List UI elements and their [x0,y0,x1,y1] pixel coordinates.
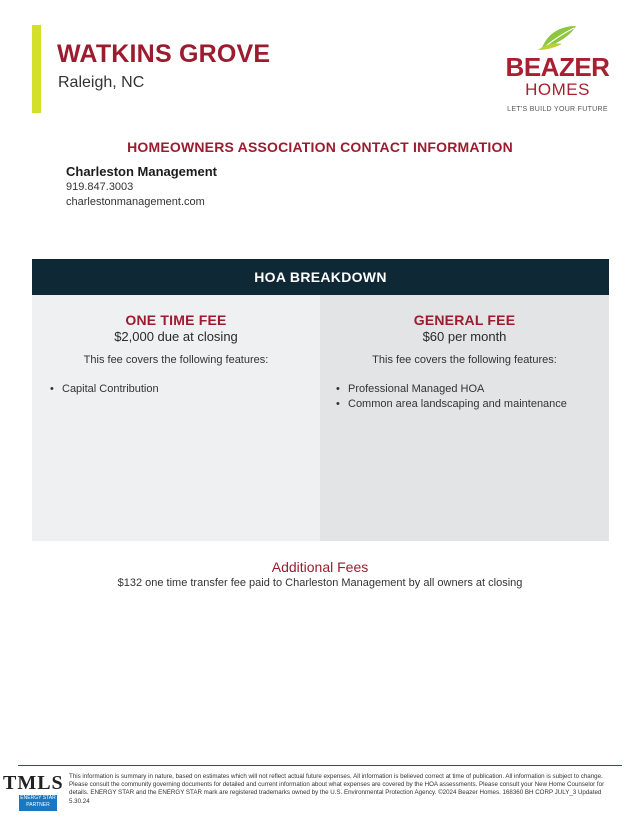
beazer-logo [500,22,615,117]
general-fee-amount: $60 per month [422,329,507,344]
one-time-fee-amount: $2,000 due at closing [114,329,238,344]
contact-company: Charleston Management [66,164,217,179]
general-fee-covers: This fee covers the following features: [372,354,557,366]
accent-bar [32,25,41,113]
community-name: WATKINS GROVE [57,40,271,68]
contact-phone: 919.847.3003 [66,181,134,193]
general-fee-panel [320,295,609,541]
one-time-fee-list [50,382,159,397]
hoa-breakdown-header: HOA BREAKDOWN [32,259,609,295]
logo-tagline: LET'S BUILD YOUR FUTURE [507,106,608,113]
community-location: Raleigh, NC [58,74,145,91]
leaf-icon [536,22,580,52]
additional-fees-title: Additional Fees [271,559,369,575]
contact-website: charlestonmanagement.com [66,196,205,208]
footer-divider [18,765,622,766]
one-time-fee-panel [32,295,320,541]
hoa-contact-heading: HOMEOWNERS ASSOCIATION CONTACT INFORMATION [127,139,513,155]
tmls-logo: TMLS [3,772,64,794]
logo-brand-line2: HOMES [525,80,590,99]
list-item: • Capital Contribution [50,382,159,397]
energy-star-logo: ENERGY STAR PARTNER [19,795,57,811]
general-fee-list [336,382,567,412]
additional-fees-text: $132 one time transfer fee paid to Charleston Management by all owners at closing [117,577,523,589]
general-fee-title: GENERAL FEE [413,312,516,328]
one-time-fee-covers: This fee covers the following features: [83,354,269,366]
one-time-fee-title: ONE TIME FEE [125,312,227,328]
list-item: • Professional Managed HOA [336,382,567,397]
list-item: • Common area landscaping and maintenance [336,397,567,412]
logo-brand-line1: BEAZER [505,52,610,82]
footer-disclaimer: This information is summary in nature, based on estimates which will not reflect actual future expenses. All information is believed correct at time of publication. All information is subject to change. Please consult the community governing documents for detailed and current information about what expenses are covered by the HOA assessments. Please consult your New Home Counselor for details. ENERGY STAR and the ENERGY STAR mark are registered trademarks owned by the U.S. Environmental Protection Agency. ©2024 Beazer Homes. 168360 BH CORP JULY_3 Updated 5.30.24 [69,773,605,805]
